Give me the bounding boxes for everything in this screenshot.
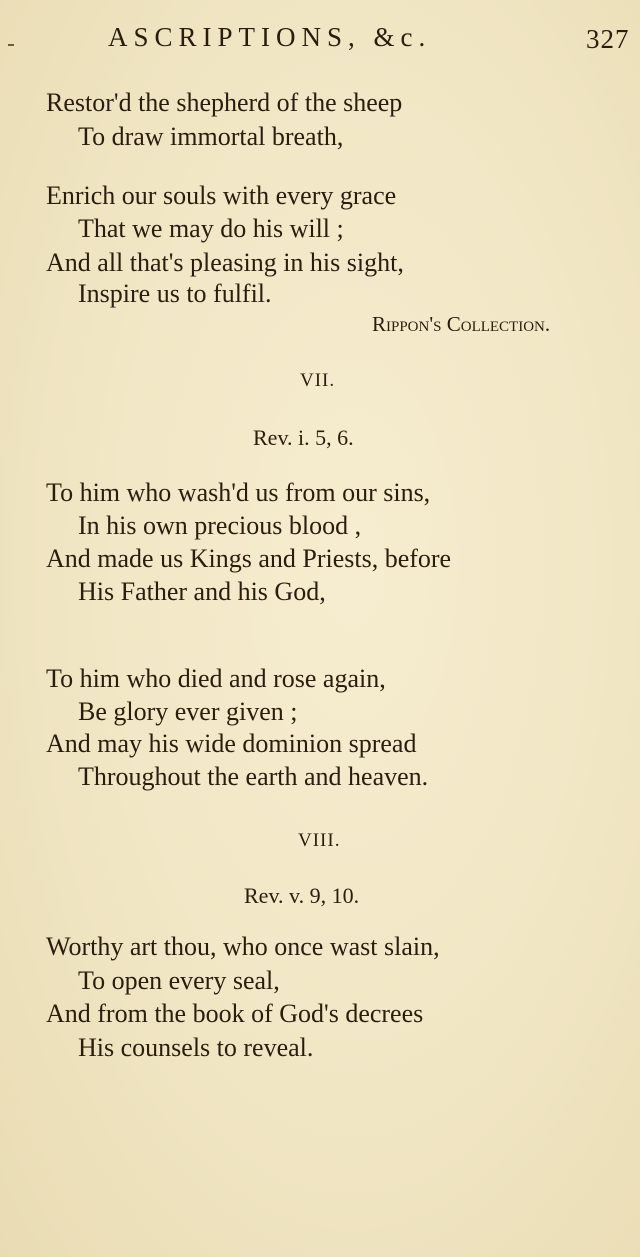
- margin-mark: [8, 44, 14, 46]
- verse-line: Be glory ever given ;: [78, 697, 298, 726]
- verse-line: To open every seal,: [78, 966, 280, 995]
- verse-line: And from the book of God's decrees: [46, 999, 424, 1028]
- verse-line: To draw immortal breath,: [78, 122, 344, 151]
- hymn-attribution: Rippon's Collection.: [372, 312, 551, 336]
- verse-line: His counsels to reveal.: [78, 1033, 314, 1062]
- verse-line: Worthy art thou, who once wast slain,: [46, 932, 440, 961]
- hymn-number: VIII.: [298, 830, 341, 851]
- verse-line: In his own precious blood ,: [78, 511, 362, 540]
- scripture-reference: Rev. v. 9, 10.: [244, 883, 360, 908]
- verse-line: His Father and his God,: [78, 577, 326, 606]
- hymn-number: VII.: [300, 370, 336, 391]
- verse-line: To him who died and rose again,: [46, 664, 386, 693]
- page-header: [0, 22, 640, 62]
- verse-line: And made us Kings and Priests, before: [46, 544, 452, 573]
- verse-line: That we may do his will ;: [78, 214, 344, 243]
- page-number: 327: [586, 24, 630, 54]
- verse-line: Restor'd the shepherd of the sheep: [46, 88, 403, 117]
- verse-line: Enrich our souls with every grace: [46, 181, 397, 210]
- verse-line: And all that's pleasing in his sight,: [46, 248, 404, 277]
- verse-line: Throughout the earth and heaven.: [78, 762, 429, 791]
- scripture-reference: Rev. i. 5, 6.: [253, 425, 354, 450]
- verse-line: And may his wide dominion spread: [46, 729, 417, 758]
- verse-line: To him who wash'd us from our sins,: [46, 478, 431, 507]
- running-title: ASCRIPTIONS, &c.: [108, 22, 432, 52]
- verse-line: Inspire us to fulfil.: [78, 279, 272, 308]
